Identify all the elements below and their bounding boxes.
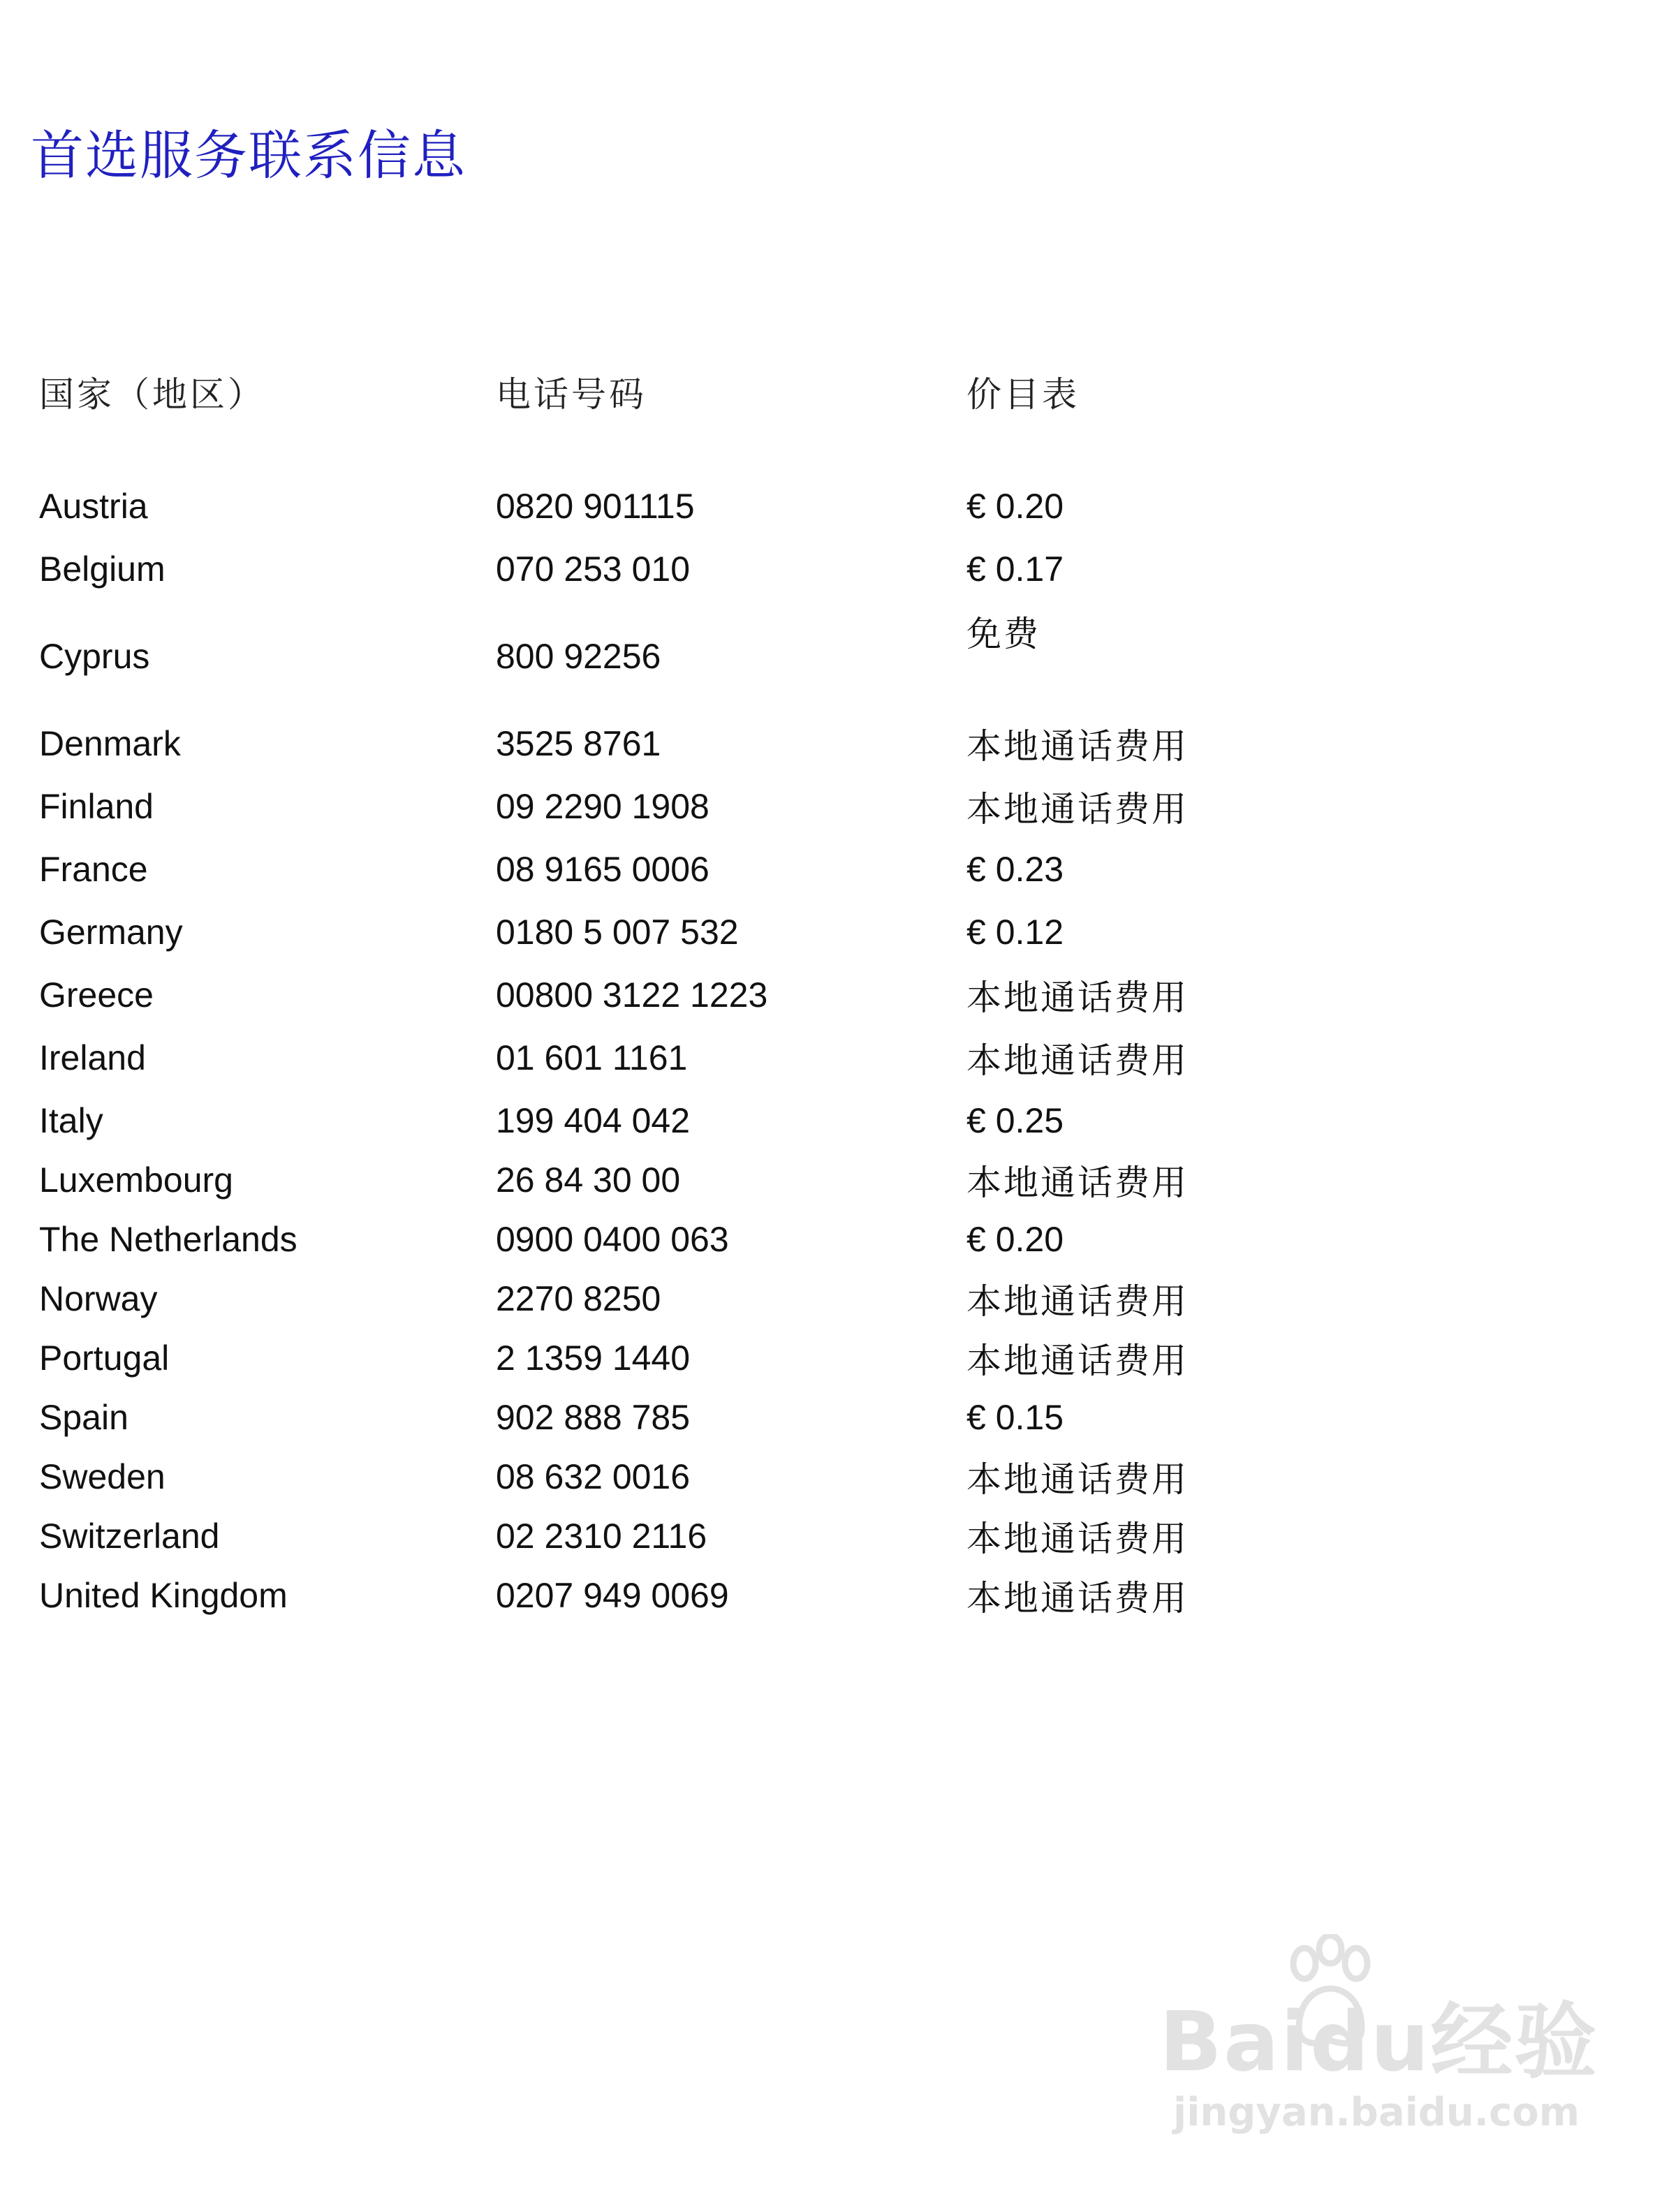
phone-cell: 902 888 785 [496, 1398, 691, 1437]
table-row [0, 489, 1662, 545]
country-cell: Ireland [39, 1038, 146, 1077]
country-cell: Finland [39, 787, 154, 826]
watermark-brand: Baidu经验 [1159, 1993, 1598, 2090]
table-row [0, 1281, 1662, 1337]
rate-cell: € 0.23 [966, 850, 1064, 889]
rate-cell: € 0.15 [966, 1398, 1064, 1437]
baidu-jingyan-watermark [1159, 1934, 1598, 2144]
page-title: 首选服务联系信息 [31, 124, 466, 186]
table-row [0, 1160, 1662, 1218]
table-row [0, 1103, 1662, 1159]
table-row [0, 614, 1662, 695]
phone-cell: 0820 901115 [496, 487, 695, 526]
country-cell: Luxembourg [39, 1160, 233, 1200]
phone-cell: 00800 3122 1223 [496, 975, 768, 1015]
rate-cell: 本地通话费用 [966, 1578, 1189, 1619]
rate-cell: 本地通话费用 [966, 1341, 1189, 1381]
phone-cell: 0900 0400 063 [496, 1220, 729, 1259]
phone-cell: 2270 8250 [496, 1279, 661, 1318]
phone-cell: 0180 5 007 532 [496, 913, 739, 952]
rate-cell: 本地通话费用 [966, 1459, 1189, 1500]
phone-cell: 26 84 30 00 [496, 1160, 681, 1200]
phone-column-header: 电话号码 [496, 374, 647, 415]
table-row [0, 975, 1662, 1033]
table-row [0, 915, 1662, 971]
rate-cell: 本地通话费用 [966, 978, 1189, 1018]
table-row [0, 726, 1662, 782]
country-column-header: 国家（地区） [39, 374, 265, 415]
rate-column-header: 价目表 [966, 374, 1080, 415]
country-cell: France [39, 850, 148, 889]
country-cell: Belgium [39, 550, 166, 589]
rate-cell: 本地通话费用 [966, 789, 1189, 830]
table-row [0, 1222, 1662, 1278]
table-row [0, 552, 1662, 607]
table-row [0, 1040, 1662, 1096]
phone-cell: 01 601 1161 [496, 1038, 688, 1077]
table-row [0, 1400, 1662, 1456]
table-row [0, 789, 1662, 845]
rate-cell: € 0.17 [966, 550, 1064, 589]
country-cell: Sweden [39, 1457, 166, 1496]
rate-cell: 本地通话费用 [966, 1040, 1189, 1081]
rate-cell: € 0.20 [966, 487, 1064, 526]
phone-cell: 09 2290 1908 [496, 787, 709, 826]
table-row [0, 1519, 1662, 1575]
country-cell: Cyprus [39, 637, 150, 676]
country-cell: Switzerland [39, 1517, 220, 1556]
country-cell: Denmark [39, 724, 181, 763]
table-row [0, 852, 1662, 908]
rate-cell: 本地通话费用 [966, 726, 1189, 767]
phone-cell: 3525 8761 [496, 724, 661, 763]
phone-cell: 0207 949 0069 [496, 1576, 729, 1615]
country-cell: United Kingdom [39, 1576, 288, 1615]
country-cell: Austria [39, 487, 148, 526]
country-cell: Germany [39, 913, 183, 952]
phone-cell: 02 2310 2116 [496, 1517, 707, 1556]
country-cell: Spain [39, 1398, 128, 1437]
phone-cell: 08 9165 0006 [496, 850, 709, 889]
table-row [0, 1341, 1662, 1396]
watermark-url: jingyan.baidu.com [1173, 2090, 1580, 2135]
phone-cell: 800 92256 [496, 637, 661, 676]
rate-cell: 本地通话费用 [966, 1519, 1189, 1559]
rate-cell: 本地通话费用 [966, 1281, 1189, 1322]
country-cell: The Netherlands [39, 1220, 297, 1259]
table-row [0, 1459, 1662, 1515]
phone-cell: 070 253 010 [496, 550, 691, 589]
rate-cell: 免费 [966, 614, 1040, 654]
rate-cell: € 0.20 [966, 1220, 1064, 1259]
country-cell: Norway [39, 1279, 158, 1318]
country-cell: Italy [39, 1101, 103, 1140]
country-cell: Portugal [39, 1339, 170, 1378]
rate-cell: 本地通话费用 [966, 1163, 1189, 1203]
table-row [0, 1578, 1662, 1634]
country-cell: Greece [39, 975, 154, 1015]
phone-cell: 2 1359 1440 [496, 1339, 691, 1378]
phone-cell: 199 404 042 [496, 1101, 691, 1140]
rate-cell: € 0.12 [966, 913, 1064, 952]
phone-cell: 08 632 0016 [496, 1457, 691, 1496]
rate-cell: € 0.25 [966, 1101, 1064, 1140]
